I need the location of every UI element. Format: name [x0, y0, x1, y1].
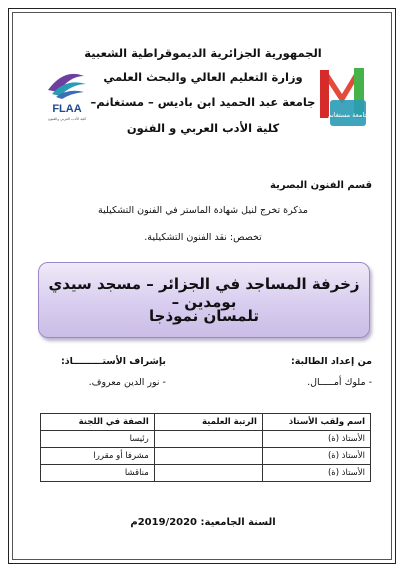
- faculty-logo-graphic: [36, 62, 98, 124]
- header-republic: الجمهورية الجزائرية الديموقراطية الشعبية: [84, 46, 322, 60]
- specialty-label: تخصص: نقد الفنون التشكيلية.: [144, 232, 262, 243]
- department-label: قسم الفنون البصرية: [270, 180, 372, 191]
- header-university: جامعة عبد الحميد ابن باديس – مستغانم–: [90, 95, 316, 109]
- university-logo-graphic: [316, 64, 374, 134]
- committee-table: [40, 413, 371, 482]
- thesis-title-line2: تلمسان نموذجا: [149, 307, 259, 325]
- header-ministry: وزارة التعليم العالي والبحث العلمي: [103, 70, 303, 84]
- university-logo: [316, 64, 374, 134]
- committee-header-row: [41, 414, 371, 431]
- logo-m-shape: [329, 74, 354, 104]
- logo-flaa-text: FLAA: [52, 103, 82, 115]
- supervisor-name: - نور الدين معروف.: [88, 377, 166, 388]
- cell-name: الأستاذ (ة): [262, 431, 370, 448]
- header-faculty: كلية الأدب العربي و الفنون: [126, 121, 280, 135]
- thesis-title-line1: زخرفة المساجد في الجزائر – مسجد سيدي بومدين –: [48, 275, 360, 311]
- header-rank: الرتبة العلمية: [154, 414, 262, 431]
- academic-year: السنة الجامعية: 2019/2020م: [130, 517, 276, 528]
- student-name: - ملوك أمـــــال.: [307, 377, 372, 388]
- thesis-title-box: [38, 262, 370, 338]
- faculty-logo: [36, 62, 98, 124]
- logo-university-text: جامعة مستغانم: [327, 111, 369, 119]
- header-name: اسم ولقب الأستاذ: [262, 414, 370, 431]
- supervisor-label: بإشراف الأستـــــــــاذ:: [60, 356, 166, 367]
- cell-rank: [154, 431, 262, 448]
- header-role: الصفة في اللجنة: [41, 414, 155, 431]
- cell-role: رئيسا: [41, 431, 155, 448]
- table-row: [41, 431, 371, 448]
- cell-rank: [154, 448, 262, 465]
- table-row: [41, 465, 371, 482]
- cell-role: مشرفا أو مقررا: [41, 448, 155, 465]
- cell-role: مناقشا: [41, 465, 155, 482]
- memo-description: مذكرة تخرج لنيل شهادة الماستر في الفنون التشكيلية: [97, 205, 308, 216]
- logo-caption-text: كلية الأدب العربي والفنون: [47, 117, 87, 121]
- cell-name: الأستاذ (ة): [262, 465, 370, 482]
- student-label: من إعداد الطالبة:: [290, 356, 372, 367]
- cell-rank: [154, 465, 262, 482]
- cell-name: الأستاذ (ة): [262, 448, 370, 465]
- table-row: [41, 448, 371, 465]
